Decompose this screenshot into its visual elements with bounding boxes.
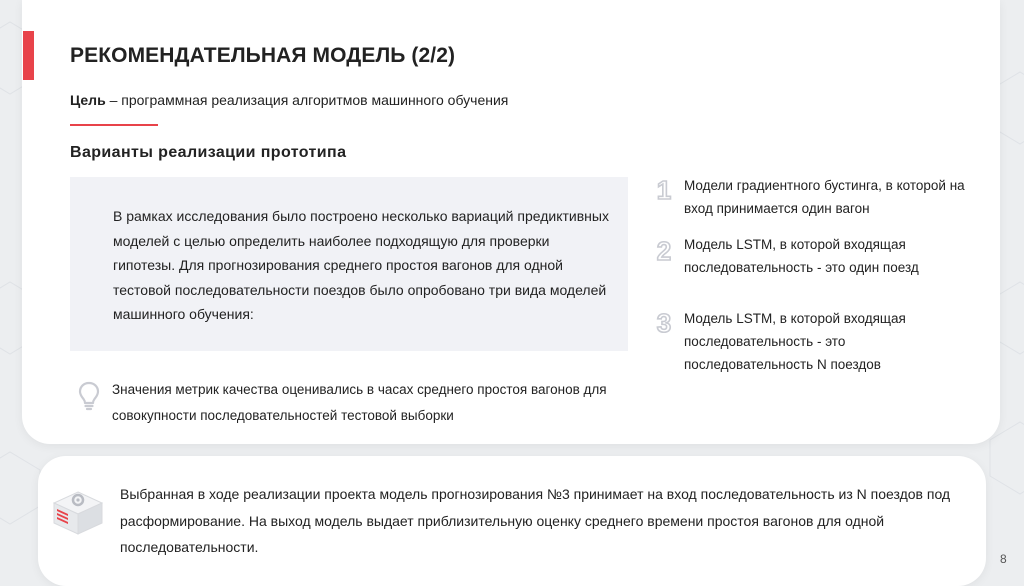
goal-label: Цель [70,92,106,108]
intro-box [70,177,628,351]
lightbulb-icon [78,381,100,411]
conclusion-text: Выбранная в ходе реализации проекта модель прогнозирования №3 принимает на вход последовательность из N поездов под расформирование. На выход модель выдает приблизительную оценку среднего времени простоя вагонов для одной последовательности. [120,486,951,555]
option-number-1: 1 [656,175,672,205]
title-accent-bar [23,31,34,80]
metrics-note: Значения метрик качества оценивались в часах среднего простоя вагонов для совокупности последовательностей тестовой выборки [112,382,607,423]
option-text-2: Модель LSTM, в которой входящая последовательность - это один поезд [684,237,919,275]
page-number: 8 [1000,552,1007,566]
server-gear-icon [50,486,106,536]
option-number-2: 2 [656,236,672,266]
slide-title: РЕКОМЕНДАТЕЛЬНАЯ МОДЕЛЬ (2/2) [70,44,456,67]
intro-text: В рамках исследования было построено несколько вариаций предиктивных моделей с целью определить наиболее подходящую для проверки гипотезы. Для прогнозирования среднего простоя вагонов для одной тестовой последовательности поездов было опробовано три вида моделей машинного обучения: [113,208,609,322]
goal-text: – программная реализация алгоритмов машинного обучения [105,92,509,108]
option-number-3: 3 [656,308,672,338]
option-text-3: Модель LSTM, в которой входящая последовательность - это последовательность N поездов [684,311,906,372]
section-subtitle: Варианты реализации прототипа [70,144,347,161]
option-text-1: Модели градиентного бустинга, в которой на вход принимается один вагон [684,178,965,216]
goal-line [70,92,508,108]
goal-underline [70,124,158,126]
